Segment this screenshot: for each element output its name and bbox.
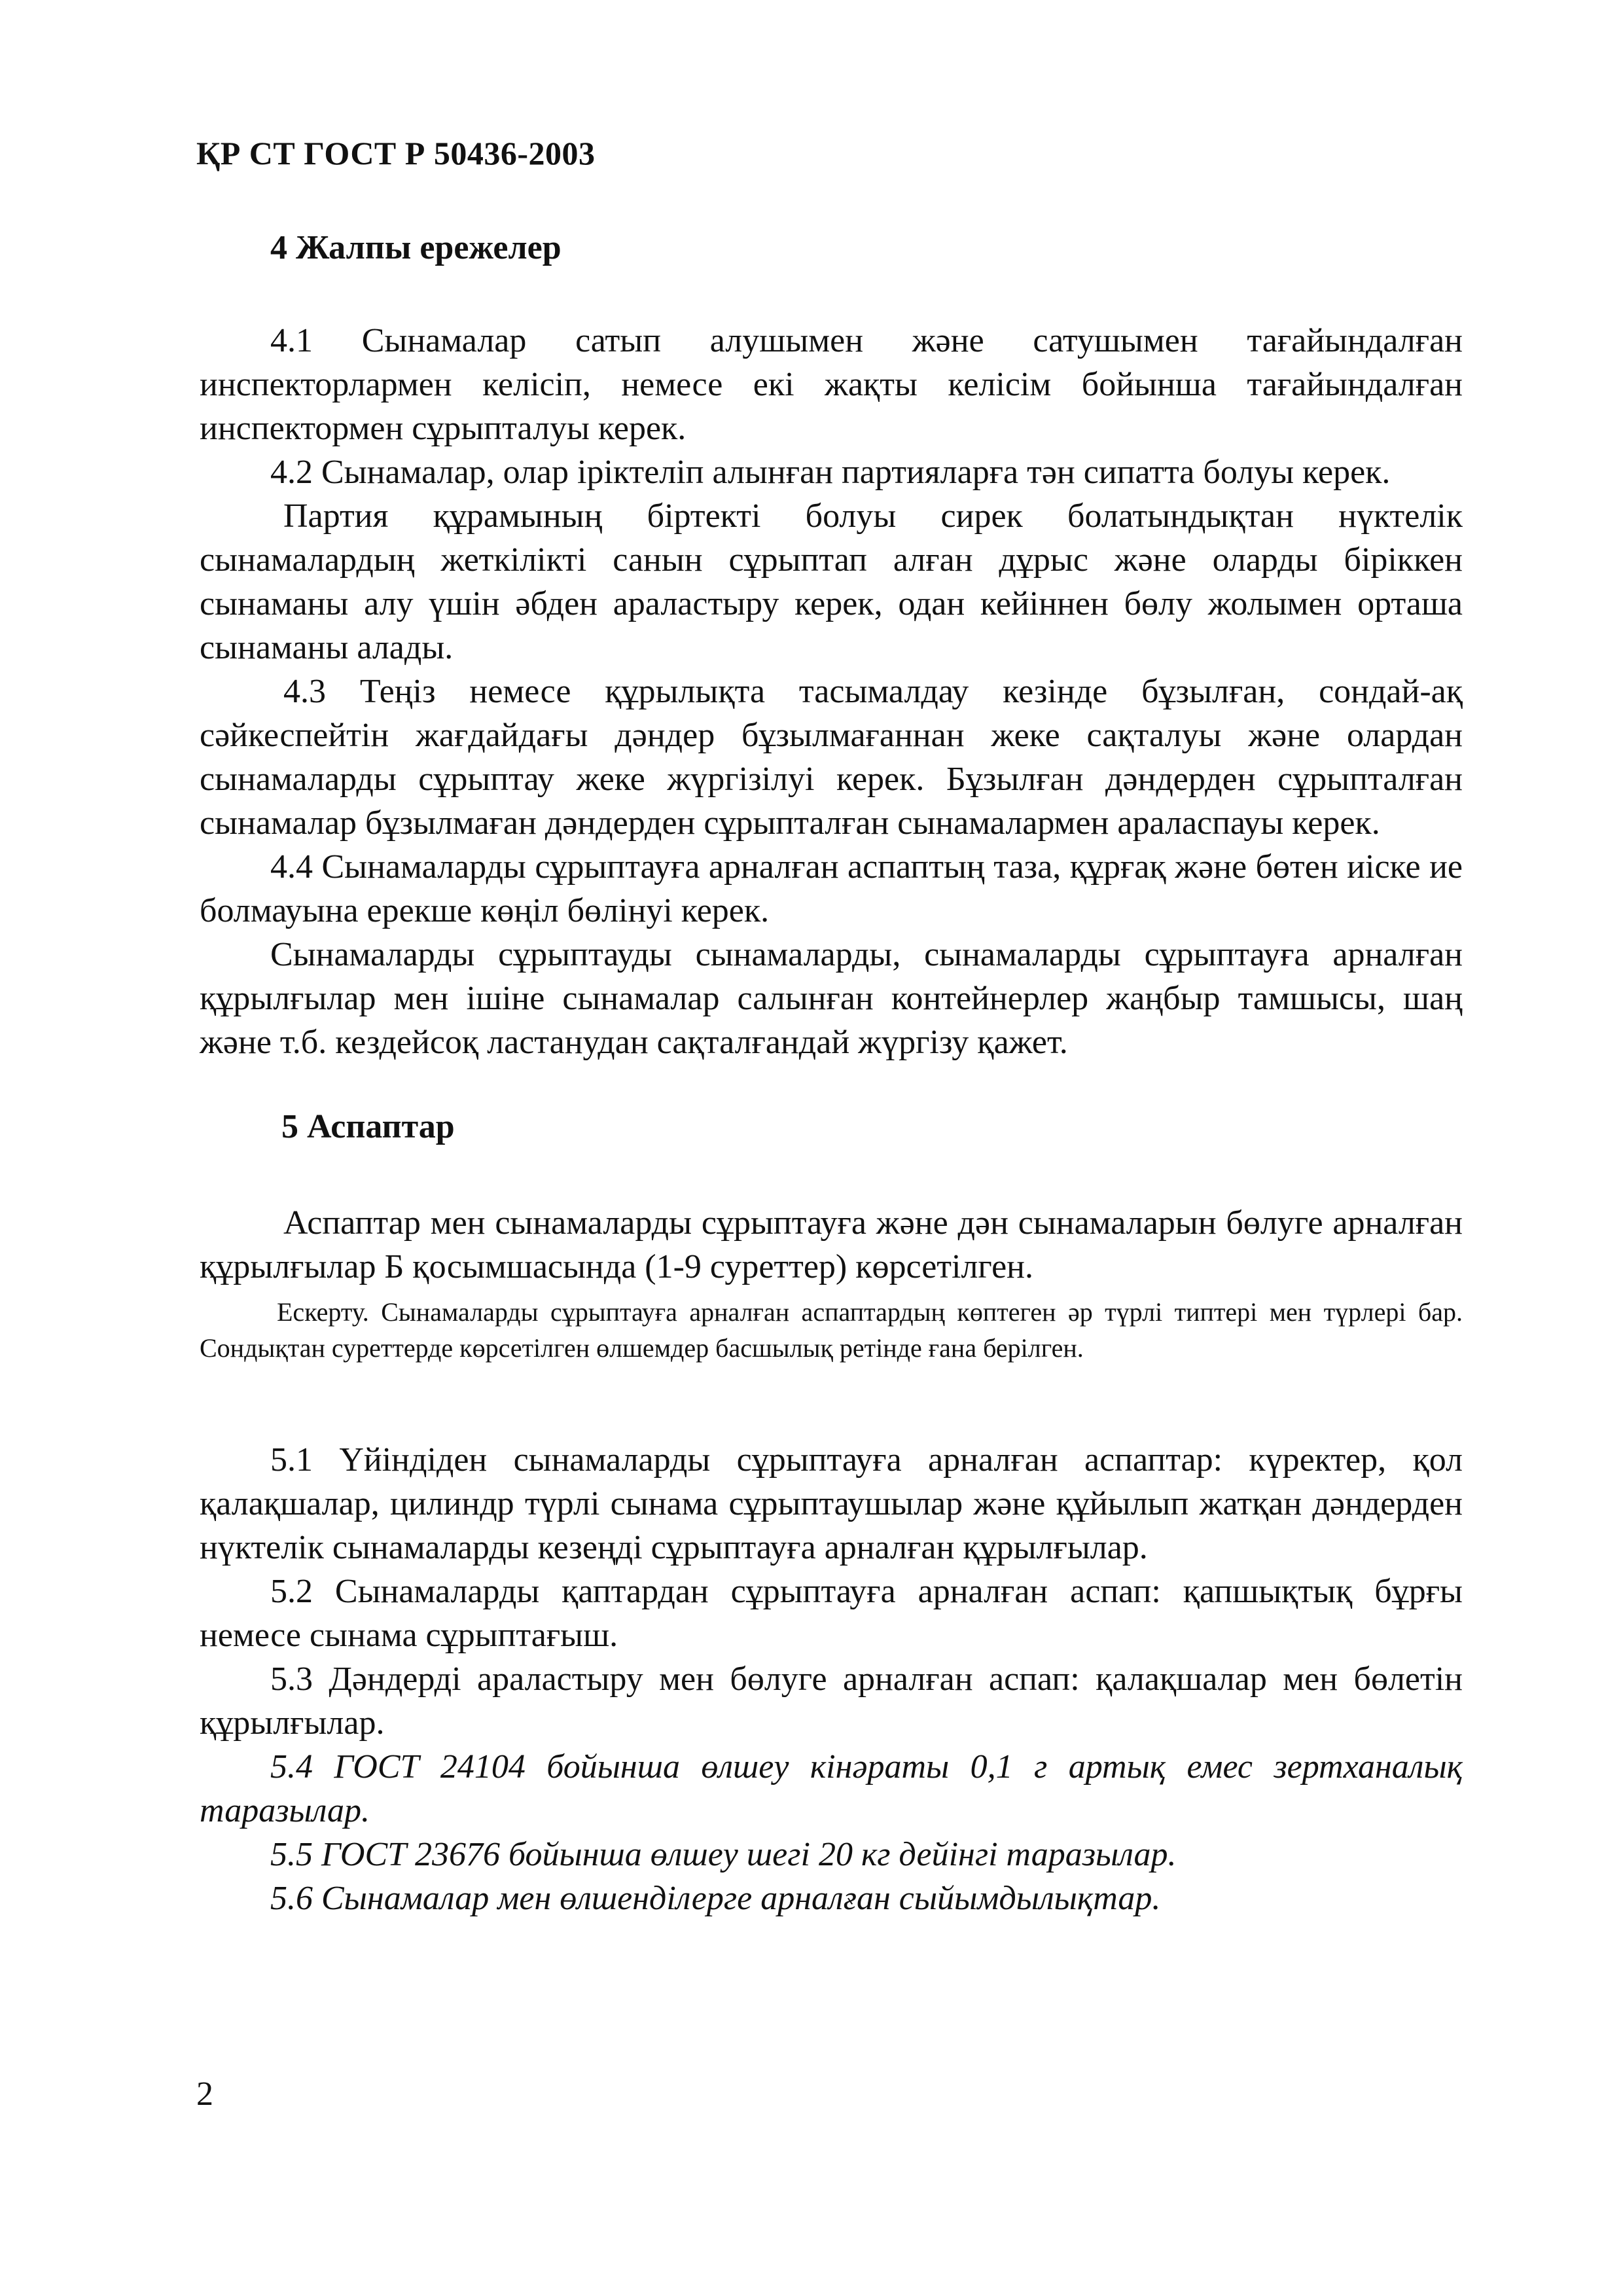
paragraph-5-4: 5.4 ГОСТ 24104 бойынша өлшеу кінәраты 0,1 г артық емес зертханалық таразылар. xyxy=(200,1748,1463,1829)
paragraph-5-1: 5.1 Үйіндіден сынамаларды сұрыптауға арналған аспаптар: күректер, қол қалақшалар, цилиндр түрлі сынама сұрыптаушылар және құйылып жатқан дәндерден нүктелік сынамаларды кезеңді сұрыптауға арналған құрылғылар. xyxy=(200,1441,1463,1566)
paragraph-5-3: 5.3 Дәндерді араластыру мен бөлуге арналған аспап: қалақшалар мен бөлетін құрылғылар. xyxy=(200,1660,1463,1742)
paragraph-5-5: 5.5 ГОСТ 23676 бойынша өлшеу шегі 20 кг дейінгі таразылар. xyxy=(270,1836,1177,1873)
paragraph-4-3: 4.3 Теңіз немесе құрылықта тасымалдау кезінде бұзылған, сондай-ақ сәйкеспейтін жағдайдағы дәндер бұзылмағаннан жеке сақталуы және олардан сынамаларды сұрыптау жеке жүргізілуі керек. Бұзылған дәндерден сұрыпталған сынамалар бұзылмаған дәндерден сұрыпталған сынамалармен араласпауы керек. xyxy=(200,673,1463,842)
document-header: ҚР СТ ГОСТ Р 50436-2003 xyxy=(196,135,596,171)
section-5-title: 5 Аспаптар xyxy=(281,1108,455,1145)
section-4-title: 4 Жалпы ережелер xyxy=(270,229,562,266)
paragraph-4-2: 4.2 Сынамалар, олар іріктеліп алынған партияларға тән сипатта болуы керек. xyxy=(270,454,1391,491)
page-number: 2 xyxy=(196,2075,213,2113)
paragraph-5-2: 5.2 Сынамаларды қаптардан сұрыптауға арналған аспап: қапшықтық бұрғы немесе сынама сұрыптағыш. xyxy=(200,1573,1463,1654)
paragraph-4-1: 4.1 Сынамалар сатып алушымен және сатушымен тағайындалған инспекторлармен келісіп, немесе екі жақты келісім бойынша тағайындалған инспектормен сұрыпталуы керек. xyxy=(200,322,1463,447)
note-paragraph: Ескерту. Сынамаларды сұрыптауға арналған аспаптардың көптеген әр түрлі типтері мен түрлері бар. Сондықтан суреттерде көрсетілген өлшемдер басшылық ретінде ғана берілген. xyxy=(200,1297,1463,1363)
paragraph-5-intro: Аспаптар мен сынамаларды сұрыптауға және дән сынамаларын бөлуге арналған құрылғылар Б қосымшасында (1-9 суреттер) көрсетілген. xyxy=(200,1204,1463,1285)
paragraph-4-2-cont: Партия құрамының біртекті болуы сирек болатындықтан нүктелік сынамалардың жеткілікті санын сұрыптап алған дұрыс және оларды біріккен сынаманы алу үшін әбден араластыру керек, одан кейіннен бөлу жолымен орташа сынаманы алады. xyxy=(200,497,1463,666)
paragraph-5-6: 5.6 Сынамалар мен өлшенділерге арналған сыйымдылықтар. xyxy=(270,1880,1161,1917)
paragraph-4-4: 4.4 Сынамаларды сұрыптауға арналған аспаптың таза, құрғақ және бөтен иіске ие болмауына ерекше көңіл бөлінуі керек. xyxy=(200,848,1463,929)
document-body xyxy=(200,226,1463,1920)
paragraph-4-4-cont: Сынамаларды сұрыптауды сынамаларды, сынамаларды сұрыптауға арналған құрылғылар мен ішіне сынамалар салынған контейнерлер жаңбыр тамшысы, шаң және т.б. кездейсоқ ластанудан сақталғандай жүргізу қажет. xyxy=(200,936,1463,1061)
